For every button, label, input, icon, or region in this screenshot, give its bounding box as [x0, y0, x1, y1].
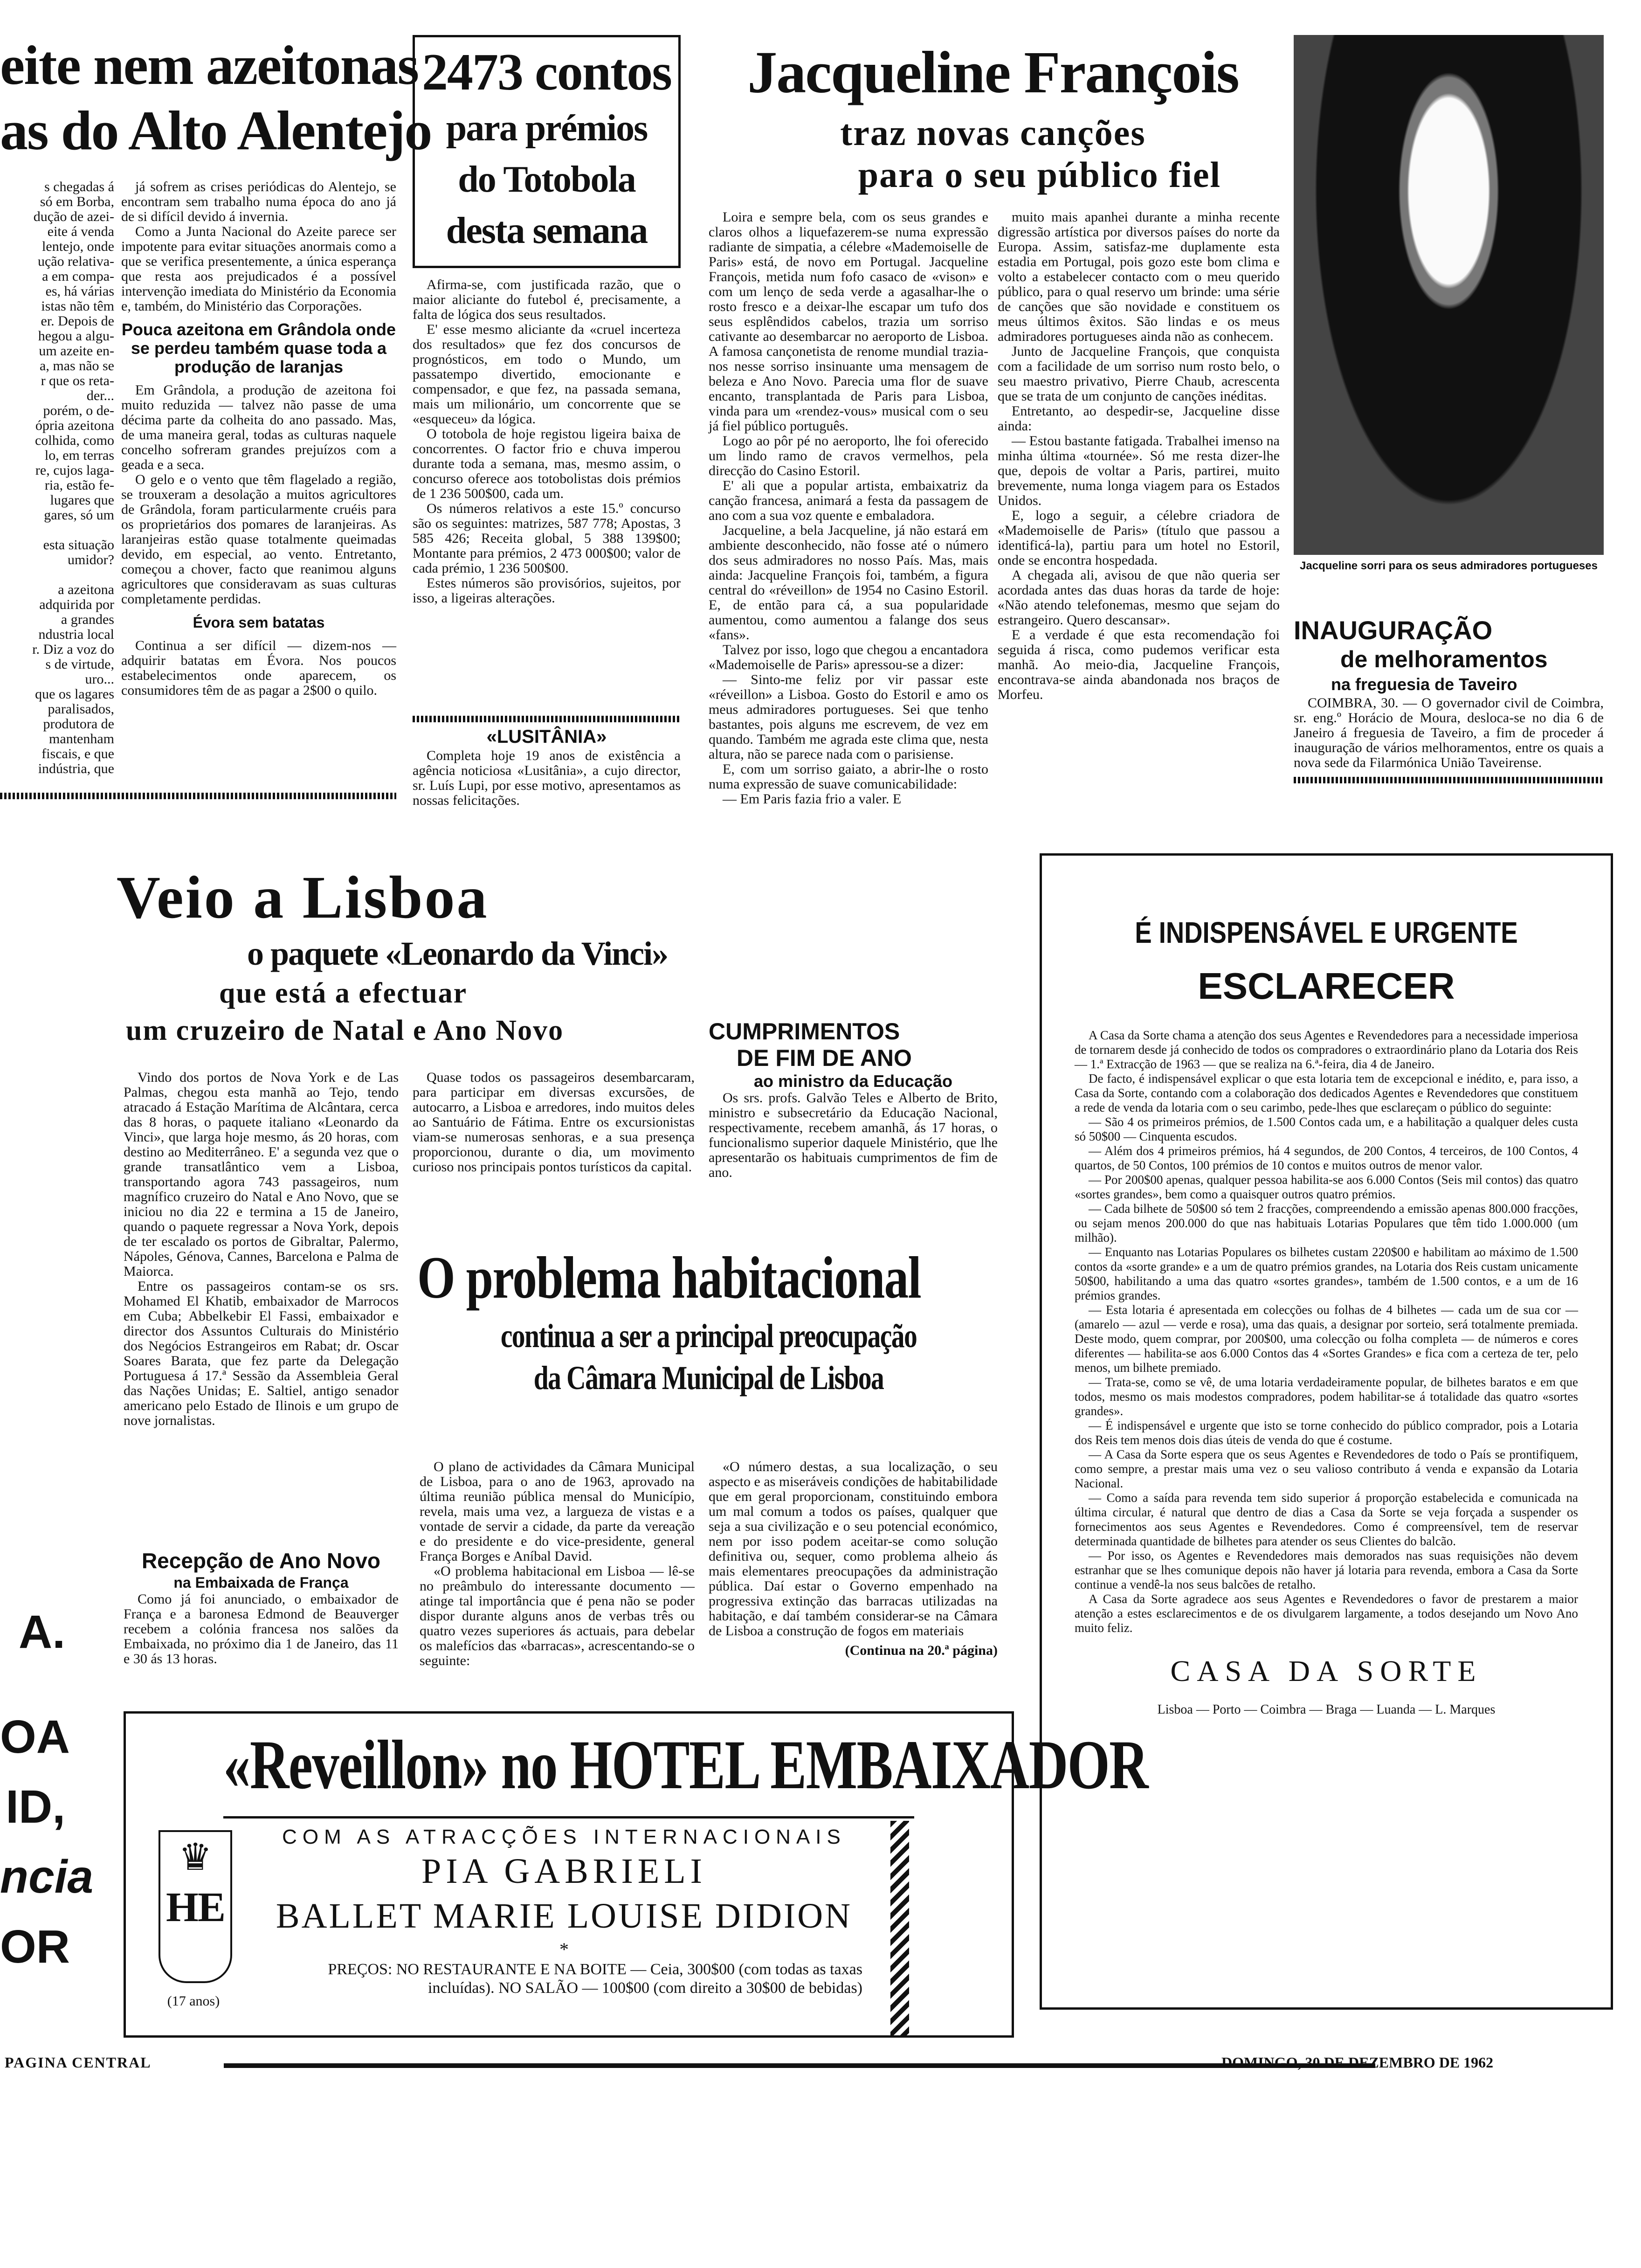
text-line: paralisados, [48, 701, 114, 717]
text-line: colhida, como [35, 433, 114, 448]
ornamental-border [890, 1821, 909, 2035]
text-line: esta situação [43, 537, 114, 553]
totobola-headline-line: desta semana [446, 210, 648, 251]
paragraph: Logo ao pôr pé no aeroporto, lhe foi oferecido um lindo ramo de cravos vermelhos, pela direcção do Casino Estoril. [709, 433, 988, 478]
paragraph: Vindo dos portos de Nova York e de Las Palmas, chegou esta manhã ao Tejo, tendo atracado á Estação Marítima de Alcântara, cerca das 8 horas, o paquete italiano «Leonardo da Vinci», que larga hoje mesmo, ás 20 horas, com destino ao Mediterrâneo. E' a segunda vez que o grande transatlântico vem a Lisboa, transportando agora 743 passageiros, num magnífico cruzeiro do Natal e Ano Novo, que se iniciou no dia 22 e termina a 15 de Janeiro, quando o paquete regressar a Nova York, depois de ter escalado os portos de Gibraltar, Palermo, Nápoles, Génova, Cannes, Barcelona e Palma de Maiorca. [124, 1070, 399, 1279]
text-line: a, mas não se [40, 358, 114, 373]
paragraph: — É indispensável e urgente que isto se torne conhecido do público comprador, pois a Lotaria dos Reis tem menos dois dias úteis de venda do que é costume. [1075, 1418, 1578, 1447]
hotel-ad-body [266, 1825, 862, 1998]
totobola-headline-line: 2473 contos [422, 43, 671, 101]
paragraph: A Casa da Sorte agradece aos seus Agentes e Revendedores o favor de prestarem a maior atenção a estes esclarecimentos e de os divulgarem largamente, a todos desejando um Novo Ano muito feliz. [1075, 1592, 1578, 1635]
paragraph: Jacqueline, a bela Jacqueline, já não estará em ambiente desconhecido, não fosse até o número dos seus admiradores no nosso País. Mas, mais ainda: Jacqueline François foi, também, a figura central do «réveillon» de 1954 no Casino Estoril. E, de então para cá, a sua popularidade aumentou, como aumentou a falange dos seus «fans». [709, 523, 988, 643]
fragment: ncia [0, 1851, 94, 1903]
text-line: s de virtude, [45, 657, 114, 672]
hotel-ad-headline: «Reveillon» no HOTEL EMBAIXADOR [223, 1714, 914, 1819]
azeite-headline-line: as do Alto Alentejo [0, 99, 432, 161]
fragment: A. [19, 1606, 65, 1658]
text-line [0, 567, 114, 582]
text-line: indústria, que [38, 761, 114, 776]
paragraph: Completa hoje 19 anos de existência a agência noticiosa «Lusitânia», a cujo director, sr. Luís Lupi, por esse motivo, apresentamos as nossas felicitações. [413, 748, 681, 808]
ad-headline: É INDISPENSÁVEL E URGENTE [1135, 916, 1518, 949]
cut-ad-fragment [0, 1562, 94, 1982]
habitacional-headline [417, 1240, 1000, 1399]
text-line: ria, estão fe- [44, 477, 114, 493]
fragment: OA [0, 1711, 70, 1763]
jacqueline-headline: Jacqueline François [747, 39, 1239, 105]
habitacional-sub: continua a ser a principal preocupação [500, 1317, 917, 1355]
paragraph: — São 4 os primeiros prémios, de 1.500 Contos cada um, e a habilitação a qualquer deles custa só 50$00 — Cinquenta escudos. [1075, 1115, 1578, 1143]
text-line [0, 523, 114, 538]
jacqueline-photo [1294, 35, 1604, 555]
text-line: ndustria local [38, 627, 114, 642]
photo-caption: Jacqueline sorri para os seus admiradores portugueses [1300, 560, 1598, 572]
paragraph: Talvez por isso, logo que chegou a encantadora «Mademoiselle de Paris» apressou-se a dizer: [709, 642, 988, 672]
azeite-headline [0, 33, 432, 163]
paragraph: Os números relativos a este 15.º concurso são os seguintes: matrizes, 587 778; Apostas, 3 585 426; Receita global, 5 388 139$00; Montante para prémios, 2 473 000$00; valor de cada prémio, 1 236 500$00. [413, 501, 681, 576]
paragraph: O gelo e o vento que têm flagelado a região, se trouxeram a desolação a muitos agricultores de Grândola, foram particularmente cruéis para os proprietários dos pomares de laranjeiras. As laranjeiras estão quase totalmente queimadas devido, em especial, ao vento. Entretanto, começou a chover, facto que reanimou alguns agricultores que consideravam as suas culturas completamente perdidas. [121, 472, 396, 607]
paragraph: E' esse mesmo aliciante da «cruel incerteza dos resultados» que fez dos concursos de prognósticos, em todo o Mundo, um passatempo divertido, emocionante e compensador, e que fez, na passada semana, mais um milionário, um concorrente que se «esqueceu» da lógica. [413, 322, 681, 427]
fragment: ID, [6, 1781, 65, 1833]
recepcao-sub: na Embaixada de França [173, 1574, 349, 1591]
paragraph: De facto, é indispensável explicar o que esta lotaria tem de excepcional e inédito, e, para isso, a Casa da Sorte, contando com a colaboração dos dedicados Agentes e Revendedores que constituem a rede de venda da lotaria com o seu carimbo, pede-lhes que esclareçam o público do seguinte: [1075, 1072, 1578, 1114]
text-line: ução relativa- [37, 254, 114, 269]
text-line: istas não têm [41, 298, 114, 314]
text-line: ópria azeitona [35, 418, 114, 433]
paragraph: Entretanto, ao despedir-se, Jacqueline disse ainda: [998, 403, 1280, 434]
hotel-age: (17 anos) [167, 1993, 220, 2009]
text-line: só em Borba, [40, 194, 114, 209]
azeite-column [121, 180, 396, 698]
text-line: uro... [85, 671, 114, 687]
totobola-headline-line: do Totobola [458, 159, 635, 200]
recepcao-article [124, 1548, 399, 1666]
paquete-headline [117, 863, 699, 1049]
text-line: mantenham [49, 731, 114, 747]
jacqueline-subtitle [704, 112, 1282, 196]
ad-headline: ESCLARECER [1198, 965, 1455, 1007]
paragraph: — Por 200$00 apenas, qualquer pessoa habilita-se aos 6.000 Contos (Seis mil contos) das quatro «sortes grandes», bem como a quaisquer outros quatro prémios. [1075, 1173, 1578, 1201]
habitacional-title: O problema habitacional [417, 1245, 921, 1311]
text-line: dução de azei- [33, 209, 114, 224]
paragraph: COIMBRA, 30. — O governador civil de Coimbra, sr. eng.º Horácio de Moura, desloca-se no dia 6 de Janeiro á freguesia de Taveiro, a fim de proceder á inauguração de vários melhoramentos, entre os quais a nova sede da Filarmónica União Taveirense. [1294, 695, 1604, 770]
paragraph: — Por isso, os Agentes e Revendedores mais demorados nas suas requisições não devem estranhar que se lhes comunique depois não haver já lotaria para revenda, embora a Casa da Sorte continue a vendê-la nos seus balcões de retalho. [1075, 1549, 1578, 1591]
paragraph: Junto de Jacqueline François, que conquista com a facilidade de um sorriso num rosto belo, o seu maestro privativo, Pierre Chaub, acrescenta que se trata de um conjunto de canções inéditas. [998, 344, 1280, 404]
continued-note[interactable]: (Continua na 20.ª página) [845, 1643, 998, 1658]
footer-rule [224, 2063, 1375, 2068]
hotel-embaixador-ad [124, 1711, 1148, 2038]
paquete-sub: o paquete «Leonardo da Vinci» [247, 935, 668, 972]
text-line: er. Depois de [41, 313, 114, 329]
habitacional-column-1 [420, 1459, 695, 1668]
text-line: lugares que [50, 492, 114, 508]
paragraph: — Trata-se, como se vê, de uma lotaria verdadeiramente popular, de bilhetes baratos e em que todos, mesmo os mais modestos compradores, podem habilitar-se á totalidade das quatro «sortes grandes». [1075, 1375, 1578, 1418]
text-line: adquirida por [39, 597, 114, 612]
inauguracao-headline: INAUGURAÇÃO [1294, 615, 1493, 645]
paragraph: E, logo a seguir, a célebre criadora de «Mademoiselle de Paris» (título que passou a identificá-la), partiu para um hotel no Estoril, onde se encontra hospedada. [998, 508, 1280, 568]
paquete-sub: que está a efectuar [219, 977, 468, 1009]
footer-date: DOMINGO, 30 DE DEZEMBRO DE 1962 [1221, 2054, 1494, 2071]
crown-icon: ♛ [179, 1837, 212, 1878]
hotel-logo [159, 1830, 232, 1983]
ad-cities: Lisboa — Porto — Coimbra — Braga — Luanda — L. Marques [1157, 1702, 1496, 1717]
text-line: r que os reta- [41, 373, 114, 388]
paragraph: Continua a ser difícil — dizem-nos — adquirir batatas em Évora. Nos poucos estabelecimentos onde aparecem, os consumidores têm de as pagar a 2$00 o quilo. [121, 638, 396, 698]
text-line: gares, só um [44, 507, 114, 523]
text-line: fiscais, e que [41, 746, 114, 761]
paragraph: — Cada bilhete de 50$00 só tem 2 fracções, compreendendo a emissão apenas 800.000 fracções, ou sejam menos 200.000 do que nas habituais Lotarias Populares que têm tido 1.000.000 (um milhão). [1075, 1202, 1578, 1245]
jacqueline-subtitle-line: traz novas canções [840, 112, 1146, 153]
paragraph: — Além dos 4 primeiros prémios, há 4 segundos, de 200 Contos, 4 terceiros, de 100 Contos, 4 quartos, de 50 Contos, 100 prémios de 10 contos e muitos outros de menor valor. [1075, 1144, 1578, 1172]
text-line: a azeitona [58, 582, 114, 597]
paragraph: E, com um sorriso gaiato, a abrir-lhe o rosto numa expressão de suave comunicabilidade: [709, 761, 988, 792]
paragraph: E' ali que a popular artista, embaixatriz da canção francesa, animará a festa da passagem de ano com a sua voz quente e embaladora. [709, 478, 988, 523]
paragraph: Estes números são provisórios, sujeitos, por isso, a ligeiras alterações. [413, 575, 681, 606]
text-line: s chegadas á [44, 179, 114, 194]
jacqueline-column-2 [998, 210, 1280, 702]
paragraph: — Em Paris fazia frio a valer. E [723, 791, 902, 807]
paragraph: — Enquanto nas Lotarias Populares os bilhetes custam 220$00 e habilitam ao máximo de 1.500 contos da «sorte grande» e a um de quatro prémios grandes, na Lotaria dos Reis custam unicamente 50$00, habilitando a uma das quatro «sortes grandes», também de 1.500 contos, e a um de 16 prémios grandes. [1075, 1245, 1578, 1302]
jacqueline-column-1 [709, 210, 988, 807]
azeite-subhead: Évora sem batatas [193, 614, 325, 631]
hotel-act: BALLET MARIE LOUISE DIDION [276, 1896, 853, 1936]
paragraph: Afirma-se, com justificada razão, que o maior aliciante do futebol é, precisamente, a falta de lógica dos seus resultados. [413, 277, 681, 322]
text-line: a grandes [61, 612, 114, 627]
text-line: der... [86, 388, 114, 403]
text-line: r. Diz a voz do [32, 642, 114, 657]
recepcao-headline: Recepção de Ano Novo [141, 1549, 381, 1573]
paragraph: O totobola de hoje registou ligeira baixa de concorrentes. O factor frio e chuva imperou durante toda a semana, mas, mesmo assim, o concurso oferece aos totobolistas dois prémios de 1 236 500$00, cada um. [413, 426, 681, 501]
lusitania-title: «LUSITÂNIA» [486, 726, 607, 747]
totobola-body [413, 277, 681, 606]
paquete-column-1 [124, 1070, 399, 1428]
inauguracao-article [1294, 615, 1604, 783]
paragraph: E a verdade é que esta recomendação foi seguida á risca, como pudemos verificar esta manhã. Ao meio-dia, Jacqueline François, encontrava-se ainda abandonada nos braços de Morfeu. [998, 627, 1280, 702]
inauguracao-sub: de melhoramentos [1340, 646, 1548, 672]
habitacional-sub: da Câmara Municipal de Lisboa [533, 1359, 884, 1397]
paragraph: Loira e sempre bela, com os seus grandes e claros olhos a liquefazerem-se numa expressão radiante de simpatia, a célebre «Mademoiselle de Paris» está, de novo em Portugal. Jacqueline François, metida num fofo casaco de «vison» e com um lenço de seda verde a agasalhar-lhe o rosto fresco e a deixar-lhe escapar um tufo dos seus esplêndidos cabelos, trazia um sorriso cativante ao desembarcar no aeroporto de Lisboa. A famosa cançonetista de renome mundial trazia-nos nesse sorriso insinuante uma mensagem de beleza e Ano Novo. Parecia uma flor de suave encanto, transplantada de Paris para Lisboa, vinda para um «rendez-vous» musical com o seu já fiel público português. [709, 209, 988, 434]
paragraph: «O número destas, a sua localização, o seu aspecto e as miseráveis condições de habitabilidade que em geral proporcionam, constituindo embora um mal comum a todos os países, qualquer que seja a sua civilização e o seu potencial económico, nem por isso podem aceitar-se como solução definitiva ou, sequer, como problema alheio ás mais elementares preocupações da administração pública. Daí estar o Governo empenhado na progressiva extinção das barracas utilizadas na habitação, e daí também considerar-se na Câmara de Lisboa a construção de fogos em materiais [709, 1459, 998, 1639]
text-line: a em compa- [42, 269, 114, 284]
column-divider [1294, 777, 1604, 783]
paragraph: muito mais apanhei durante a minha recente digressão artística por diversos países do norte da Europa. Assim, satisfaz-me duplamente esta estadia em Portugal, pois gozo este bom clima e volto a estabelecer contacto com o meu querido público, para o qual reservo um brinde: uma série de canções que são novidade e constituem os meus últimos êxitos. São lindas e os meus admiradores portugueses ainda não as conhecem. [998, 209, 1280, 344]
logo-letters: HE [165, 1884, 225, 1930]
paquete-title: Veio a Lisboa [117, 864, 489, 931]
cumprimentos-article [709, 1019, 998, 1180]
hotel-prices: PREÇOS: NO RESTAURANTE E NA BOITE — Ceia, 300$00 (com todas as taxas incluídas). NO SALÃO — 100$00 (com direito a 30$00 de bebidas) [328, 1961, 862, 1997]
text-line: lo, em terras [44, 448, 114, 463]
text-line: que os lagares [35, 686, 114, 702]
paragraph: Os srs. profs. Galvão Teles e Alberto de Brito, ministro e subsecretário da Educação Nacional, respectivamente, recebem amanhã, ás 17 horas, o funcionalismo superior daquele Ministério, que lhe apresentarão os habituais cumprimentos de fim de ano. [709, 1090, 998, 1180]
star-icon: * [559, 1939, 569, 1960]
inauguracao-sub: na freguesia de Taveiro [1331, 675, 1517, 694]
lusitania-box [413, 725, 681, 808]
paragraph: O plano de actividades da Câmara Municipal de Lisboa, para o ano de 1963, aprovado na última reunião pública mensal do Município, revela, mais uma vez, a largueza de vistas e a vontade de servir a cidade, da parte da vereação e do presidente e do vice-presidente, general França Borges e Aníbal David. [420, 1459, 695, 1564]
hotel-intro: COM AS ATRACÇÕES INTERNACIONAIS [282, 1825, 846, 1848]
fragment: OR [0, 1921, 70, 1973]
azeite-headline-line: eite nem azeitonas [0, 34, 419, 96]
paragraph: — Esta lotaria é apresentada em colecções ou folhas de 4 bilhetes — cada um de sua cor — (amarelo — azul — verde e rosa), uma das quais, a designar por sorteio, será totalmente premiada. Deste modo, quem comprar, por 200$00, uma colecção ou folha completa — de números e cores diferentes — habilita-se aos 6.000 Contos das 4 «Sortes Grandes» e fica com a certeza de ter, pelo menos, um bilhete premiado. [1075, 1303, 1578, 1375]
text-line: porém, o de- [43, 403, 114, 418]
paragraph: — A Casa da Sorte espera que os seus Agentes e Revendedores de todo o País se prontifiquem, como sempre, a prestar mais uma vez o seu valioso contributo á venda e expansão da Lotaria Nacional. [1075, 1447, 1578, 1490]
text-line: eite á venda [47, 224, 114, 239]
hotel-act: PIA GABRIELI [421, 1852, 707, 1891]
paragraph: já sofrem as crises periódicas do Alentejo, se encontram sem trabalho numa época do ano já de si difícil devido á invernia. [121, 179, 396, 224]
casa-da-sorte-ad [1040, 853, 1613, 2010]
azeite-cut-column [0, 180, 114, 776]
jacqueline-subtitle-line: para o seu público fiel [858, 154, 1221, 195]
text-line: es, há várias [45, 284, 114, 299]
paragraph: — Como a saída para revenda tem sido superior á proporção estabelecida e comunicada na última circular, é natural que dentro de dias a Casa da Sorte se veja forçada a suspender os fornecimentos aos seus Agentes e Revendedores. Como é compreensível, tem de reservar determinada quantidade de bilhetes para atender os seus Clientes do balcão. [1075, 1491, 1578, 1548]
paquete-sub: um cruzeiro de Natal e Ano Novo [126, 1015, 564, 1046]
text-line: hegou a algu- [38, 328, 114, 344]
paragraph: — Sinto-me feliz por vir passar este «réveillon» a Lisboa. Gosto do Estoril e amo os meus admiradores portugueses. Sei que tenho bastantes, pois alguns me escrevem, de vez em quando. Também me agrada este clima que, nesta altura, não se parece nada com o parisiense. [709, 672, 988, 762]
habitacional-column-2 [709, 1459, 998, 1658]
cumprimentos-headline: DE FIM DE ANO [737, 1045, 912, 1071]
paragraph: «O problema habitacional em Lisboa — lê-se no preâmbulo do interessante documento — atinge tal importância que é pena não se poder dispor durante alguns anos de verbas três ou quatro vezes superiores ás actuais, para debelar os malefícios das «barracas», acrescentando-se o seguinte: [420, 1563, 695, 1668]
paragraph: Entre os passageiros contam-se os srs. Mohamed El Khatib, embaixador de Marrocos em Cuba; Abbelkebir El Fassi, embaixador e director dos Assuntos Culturais do Ministério dos Negócios Estrangeiros em Rabat; dr. Oscar Soares Barata, que fez parte da Delegação Portuguesa á 17.ª Sessão da Assembleia Geral das Nações Unidas; E. Saltiel, antigo senador americano pelo Estado de Ilinois e um grupo de nove jornalistas. [124, 1279, 399, 1428]
text-line: lentejo, onde [42, 239, 114, 254]
text-line: umidor? [68, 552, 114, 567]
column-divider [0, 793, 396, 799]
paragraph: Em Grândola, a produção de azeitona foi muito reduzida — talvez não passe de uma décima parte da colheita do ano passado. Mas, de uma maneira geral, todas as culturas naquele concelho sofreram grandes prejuízos com a geada e a seca. [121, 382, 396, 472]
paragraph: — Estou bastante fatigada. Trabalhei imenso na minha última «tournée». Só me resta dizer-lhe que, depois de voltar a Paris, partirei, muito brevemente, numa longa viagem para os Estados Unidos. [998, 433, 1280, 508]
column-divider [413, 716, 681, 722]
paquete-column-2 [413, 1070, 695, 1175]
footer-page-label: PAGINA CENTRAL [5, 2054, 152, 2071]
text-line: um azeite en- [39, 343, 114, 359]
paragraph: A chegada ali, avisou de que não queria ser acordada antes das duas horas da tarde de hoje: «Não atendo telefonemas, mesmo que sejam do estrangeiro. Quero descansar». [998, 567, 1280, 628]
paragraph: Como já foi anunciado, o embaixador de França e a baronesa Edmond de Beauverger recebem a colónia francesa nos salões da Embaixada, no próximo dia 1 de Janeiro, das 11 e 30 ás 13 horas. [124, 1591, 399, 1666]
text-line: produtora de [43, 716, 114, 732]
totobola-headline-box [413, 35, 681, 268]
azeite-subhead: Pouca azeitona em Grândola onde se perdeu também quase toda a produção de laranjas [121, 320, 396, 376]
paragraph: Como a Junta Nacional do Azeite parece ser impotente para evitar situações anormais como a que se verifica presentemente, a única esperança que resta aos prejudicados é a possível intervenção imediata do Ministério da Economia e, também, do Ministério das Corporações. [121, 224, 396, 314]
ad-brand: CASA DA SORTE [1170, 1654, 1482, 1687]
cumprimentos-headline: CUMPRIMENTOS [709, 1018, 900, 1044]
paragraph: A Casa da Sorte chama a atenção dos seus Agentes e Revendedores para a necessidade imperiosa de tornarem desde já conhecido de todos os compradores o extraordinário plano da Lotaria dos Reis — 1.ª Extracção de 1963 — que se realiza na 6.ª-feira, dia 4 de Janeiro. [1075, 1028, 1578, 1071]
cumprimentos-sub: ao ministro da Educação [753, 1072, 953, 1091]
paragraph: Quase todos os passageiros desembarcaram, para participar em diversas excursões, de autocarro, a Lisboa e arredores, indo muitos deles ao Santuário de Fátima. Entre os excursionistas viam-se numerosas senhoras, e a sua presença proporcionou, durante o dia, um movimento curioso nos principais pontos turísticos da capital. [413, 1070, 695, 1175]
totobola-headline-line: para prémios [446, 108, 648, 149]
text-line: re, cujos laga- [35, 463, 114, 478]
